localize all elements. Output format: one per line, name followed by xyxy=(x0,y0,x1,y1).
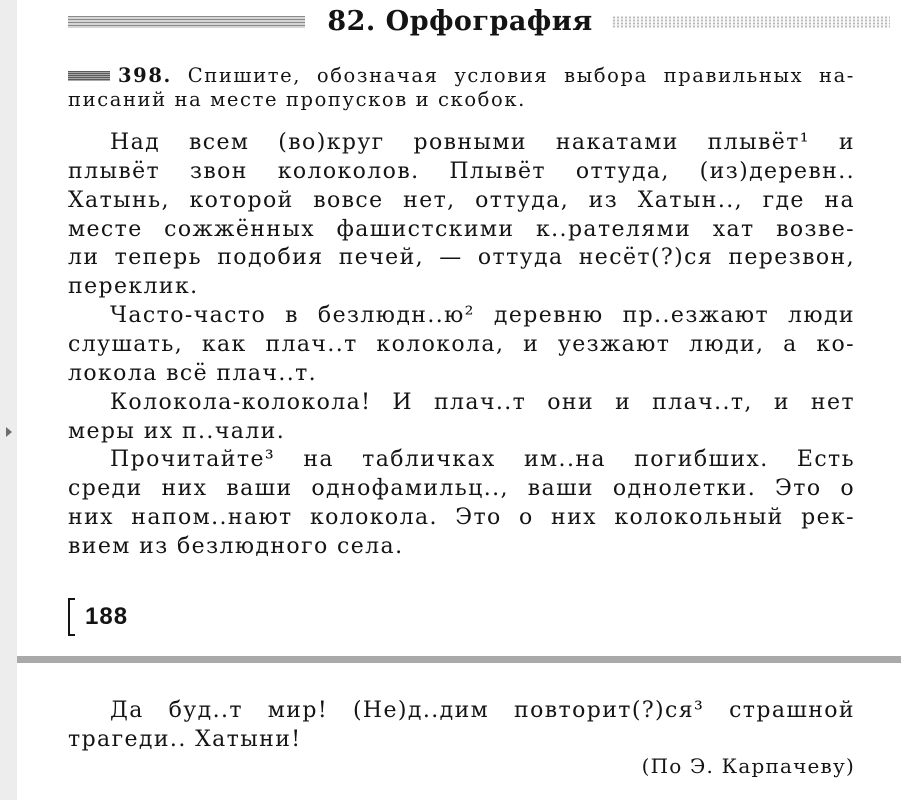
text-line: Над всем (во)круг ровными накатами плывёт¹ и xyxy=(110,130,855,155)
text-line: меры их п..чали. xyxy=(68,418,286,444)
page-number-bracket xyxy=(68,598,75,636)
text-line: них напом..нают колокола. Это о них колокольный рек- xyxy=(68,505,855,531)
text-line: слушать, как плач..т колокола, и уезжают люди, а ко- xyxy=(68,332,855,358)
source-attribution: (По Э. Карпачеву) xyxy=(641,754,855,778)
gutter-toggle-button[interactable] xyxy=(3,424,14,440)
text-line: плывёт звон колоколов. Плывёт оттуда, (из)деревн.. xyxy=(68,158,855,184)
instruction-text: Спишите, обозначая условия выбора правильных на- xyxy=(187,64,855,87)
exercise-instruction xyxy=(68,64,855,112)
page-number-block xyxy=(68,598,128,636)
text-line: Хатынь, которой вовсе нет, оттуда, из Хатын.., где на xyxy=(68,187,855,213)
document-page-top xyxy=(17,0,901,656)
instruction-line: писаний на месте пропусков и скобок. xyxy=(68,88,526,111)
text-paragraph xyxy=(68,446,855,561)
exercise-text xyxy=(68,129,855,562)
instruction-line xyxy=(68,64,855,88)
text-line: Прочитайте³ на табличках им..на погибших. Есть xyxy=(110,447,855,473)
text-line: месте сожжённых фашистскими к..рателями хат возве- xyxy=(68,216,855,242)
left-gutter xyxy=(0,0,17,800)
text-line: ли теперь подобия печей, — оттуда несёт(?)ся перезвон, xyxy=(68,245,855,271)
exercise-marker xyxy=(68,71,110,81)
text-line: вием из безлюдного села. xyxy=(68,534,404,560)
text-line: Колокола-колокола! И плач..т они и плач..т, и нет xyxy=(110,389,855,415)
page-number: 188 xyxy=(85,603,129,630)
text-line: локола всё плач..т. xyxy=(68,360,318,386)
exercise-text-continued xyxy=(68,696,855,754)
text-paragraph xyxy=(68,389,855,447)
triangle-right-icon xyxy=(6,427,12,437)
exercise-number: 398. xyxy=(118,64,172,87)
text-line: среди них ваши однофамильц.., ваши однолетки. Это о xyxy=(68,476,855,502)
heading-rule-left xyxy=(68,16,305,28)
text-paragraph xyxy=(68,302,855,389)
text-line: Да буд..т мир! (Не)д..дим повторит(?)ся³ страшной xyxy=(110,698,855,723)
text-line: трагеди.. Хатыни! xyxy=(68,727,302,752)
text-paragraph xyxy=(68,696,855,754)
text-line: переклик. xyxy=(68,274,199,300)
page-separator xyxy=(17,656,901,663)
document-page-bottom xyxy=(17,663,901,800)
text-paragraph xyxy=(68,129,855,302)
heading-rule-right xyxy=(612,16,890,28)
section-heading: 82. Орфография xyxy=(327,6,593,37)
text-line: Часто-часто в безлюдн..ю² деревню пр..езжают люди xyxy=(110,303,855,329)
